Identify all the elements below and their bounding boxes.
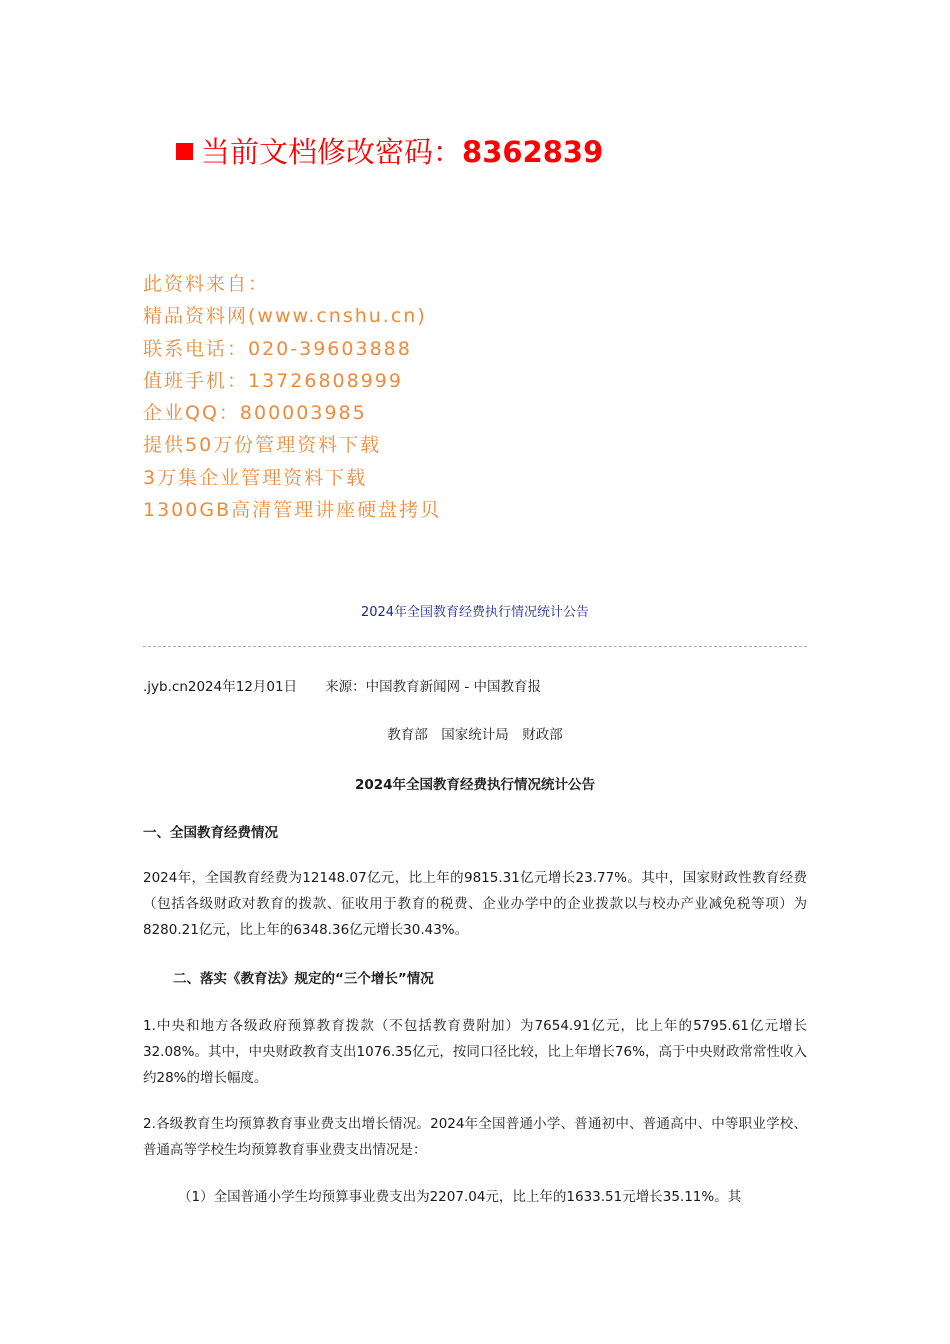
section-1-title: 一、全国教育经费情况	[143, 825, 278, 841]
paragraph-2: 2.各级教育生均预算教育事业费支出增长情况。2024年全国普通小学、普通初中、普通高中、中等职业学校、普通高等学校生均预算教育事业费支出情况是：	[143, 1116, 807, 1158]
square-bullet-icon	[176, 143, 193, 160]
password-label: 当前文档修改密码：	[201, 135, 463, 169]
source-line: 此资料来自：	[143, 273, 270, 295]
article-title-link[interactable]: 2024年全国教育经费执行情况统计公告	[360, 605, 590, 620]
paragraph-3: （1）全国普通小学生均预算事业费支出为2207.04元，比上年的1633.51元增长35.11%。其	[178, 1189, 742, 1205]
section-1-paragraph: 2024年，全国教育经费为12148.07亿元，比上年的9815.31亿元增长23.77%。其中，国家财政性教育经费（包括各级财政对教育的拨款、征收用于教育的税费、企业办学中的企业拨款以与校办产业减免税等项）为8280.21亿元，比上年的6348.36亿元增长30.43%。	[143, 870, 807, 938]
source-line: 精品资料网(www.cnshu.cn)	[143, 305, 427, 328]
source-line: 3万集企业管理资料下载	[143, 466, 368, 489]
source-line: 联系电话：020-39603888	[143, 337, 412, 360]
issuing-agencies: 教育部 国家统计局 财政部	[387, 727, 563, 743]
article-date: .jyb.cn2024年12月01日	[143, 679, 298, 695]
source-line: 值班手机：13726808999	[143, 369, 403, 392]
password-notice	[176, 130, 603, 171]
paragraph-1: 1.中央和地方各级政府预算教育拨款（不包括教育费附加）为7654.91亿元，比上年的5795.61亿元增长32.08%。其中，中央财政教育支出1076.35亿元，按同口径比较，比上年增长76%，高于中央财政常常性收入约28%的增长幅度。	[143, 1018, 807, 1086]
article-heading: 2024年全国教育经费执行情况统计公告	[354, 777, 596, 793]
password-code: 8362839	[462, 135, 604, 169]
article-meta	[143, 675, 541, 695]
section-2-title: 二、落实《教育法》规定的“三个增长”情况	[173, 971, 434, 987]
source-line: 1300GB高清管理讲座硬盘拷贝	[143, 499, 442, 522]
dashed-divider	[143, 646, 807, 647]
source-line: 提供50万份管理资料下载	[143, 434, 382, 457]
source-line: 企业QQ：800003985	[143, 402, 367, 425]
article-source: 来源：中国教育新闻网 - 中国教育报	[325, 679, 542, 695]
source-info-block	[143, 268, 441, 526]
